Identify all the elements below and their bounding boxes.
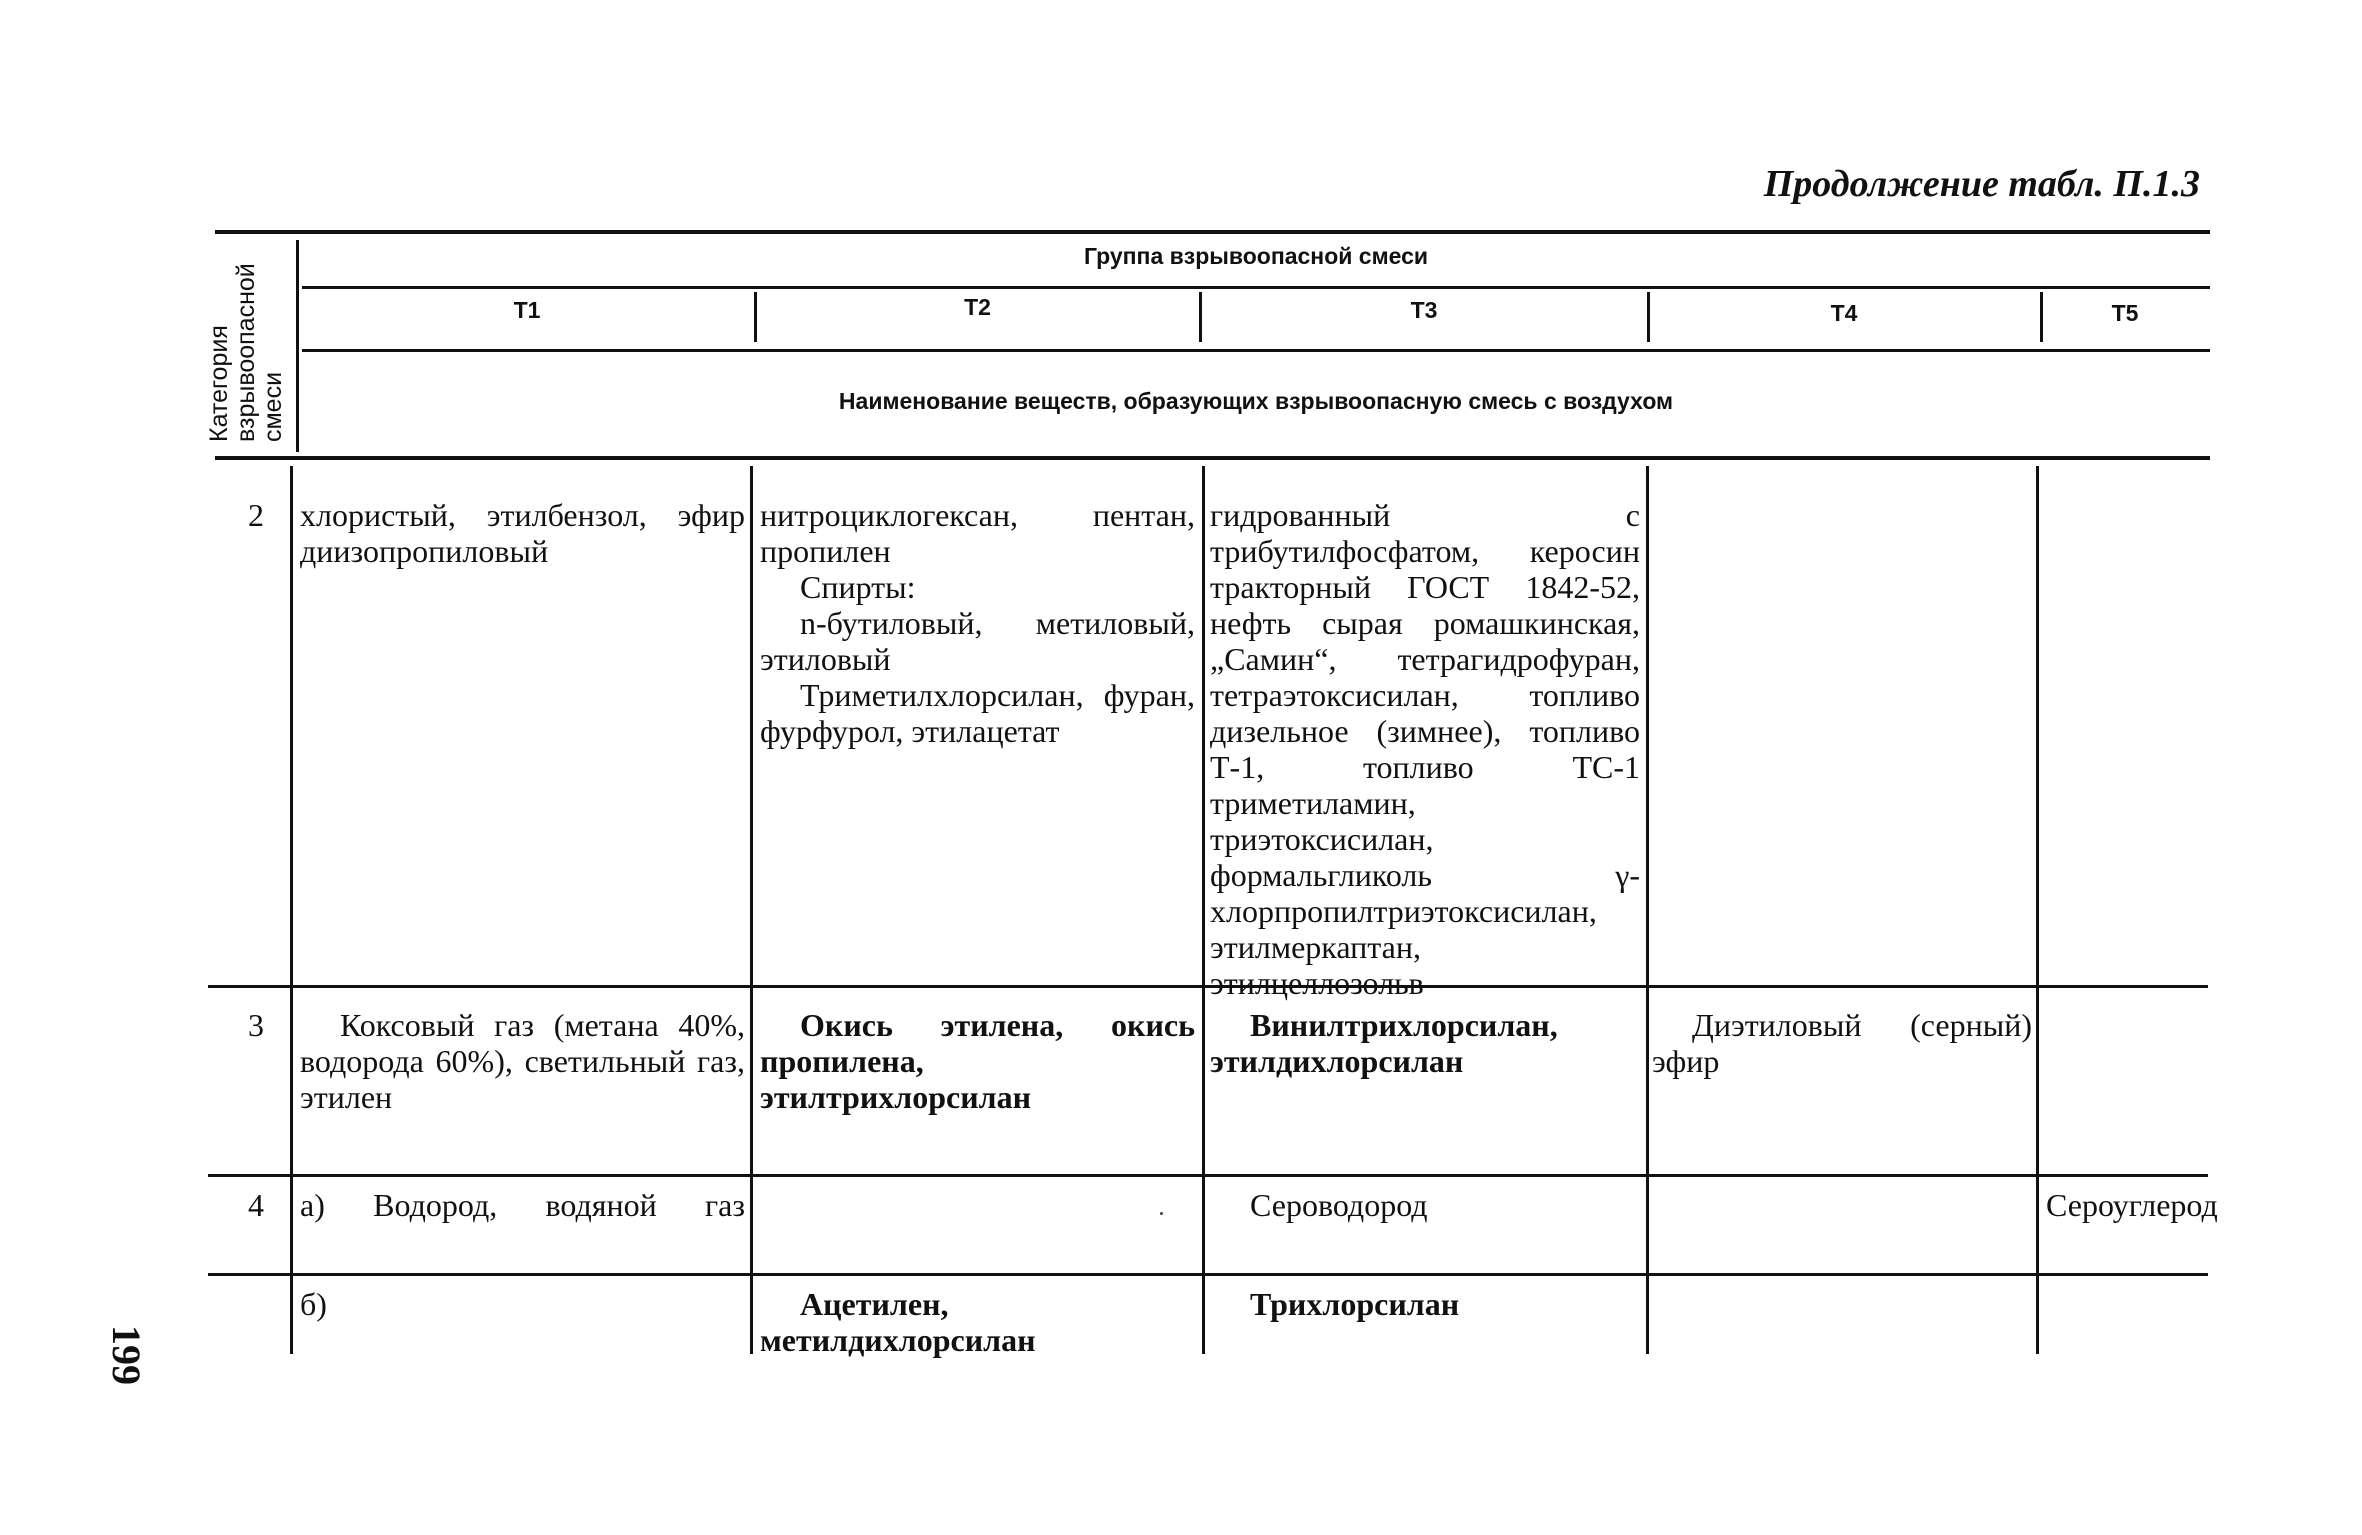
cell-text: Трихлорсилан [1250,1286,1460,1322]
cell-text: хлористый, этилбензол, эфир диизопропиловый [300,497,745,569]
row4a-t1-cell [300,1187,745,1223]
category-divider-header [296,240,299,452]
cell-text: гидрованный с трибутилфосфатом, керосин тракторный ГОСТ 1842-52, нефть сырая ромашкинская, „Самин“, тетрагидрофуран, тетраэтоксисилан, топливо дизельное (зимнее), топливо Т-1, топливо ТС-1 триметиламин, триэтоксисилан, формальгликоль γ-хлорпропилтриэтоксисилан, этилмеркаптан, этилцеллозольв [1210,497,1640,1001]
header-bottom-rule [215,456,2210,460]
table-continuation-title: Продолжение табл. П.1.3 [1763,163,2200,205]
t2-t3-divider [1202,466,1205,1354]
category-header-line: взрывоопасной [232,263,260,442]
group-header: Группа взрывоопасной смеси [1083,243,1429,269]
category-header [206,242,287,442]
cell-text: а) Водород, водяной газ [300,1187,745,1223]
cell-text: нитроциклогексан, пентан, пропилен [760,497,1195,569]
row2-t1-cell [300,497,745,569]
column-header-t2: Т2 [964,294,991,320]
row-rule-4a-4b [208,1273,2208,1276]
category-number: 4 [248,1187,264,1223]
row4b-t1-cell [300,1286,745,1322]
cell-text: Окись этилена, окись пропилена, этилтрихлорсилан [760,1007,1195,1115]
cell-text: Винилтрихлорсилан, этилдихлорсилан [1210,1007,1558,1079]
t3-t4-divider [1646,466,1649,1354]
category-header-line: Категория [205,325,233,442]
column-header-t3: Т3 [1410,297,1438,323]
row-rule-2-3 [208,985,2208,988]
substances-header: Наименование веществ, образующих взрывоопасную смесь с воздухом [838,388,1674,414]
column-header-t4: Т4 [1830,300,1858,326]
category-header-line: смеси [259,371,287,442]
cell-text: n-бутиловый, метиловый, этиловый [760,605,1195,677]
category-number: 2 [248,497,264,533]
row4a-t5-cell [2046,1187,2218,1223]
row3-t2-cell [760,1007,1195,1115]
row4b-t3-cell [1210,1286,1640,1322]
cell-text: Спирты: [800,569,916,605]
t1-t2-divider [750,466,753,1354]
category-number: 3 [248,1007,264,1043]
t4-t5-divider [2036,466,2039,1354]
cell-text: Сероуглерод [2046,1187,2218,1223]
top-rule [215,230,2210,234]
cell-text: Сероводород [1250,1187,1428,1223]
columns-rule [302,349,2210,352]
cell-text: Ацетилен, метилдихлорсилан [760,1286,1036,1358]
group-rule [302,286,2210,289]
row2-t2-cell [760,497,1195,749]
page-number: 199 [104,1325,149,1385]
cell-text: б) [300,1286,327,1322]
row3-t3-cell [1210,1007,1640,1079]
row4b-t2-cell [760,1286,1195,1358]
cell-text: Коксовый газ (метана 40%, водорода 60%), светильный газ, этилен [300,1007,745,1115]
cell-text: Триметилхлорсилан, фуран, фурфурол, этилацетат [760,677,1195,749]
row3-t4-cell [1652,1007,2032,1079]
column-header-t5: Т5 [2111,300,2139,326]
row-rule-3-4 [208,1174,2208,1177]
row2-t3-cell [1210,497,1640,1001]
category-divider [290,466,293,1354]
column-header-t1: Т1 [513,297,541,323]
row4a-t3-cell [1210,1187,1640,1223]
print-speck [1160,1212,1163,1215]
cell-text: Диэтиловый (серный) эфир [1652,1007,2032,1079]
row3-t1-cell [300,1007,745,1115]
